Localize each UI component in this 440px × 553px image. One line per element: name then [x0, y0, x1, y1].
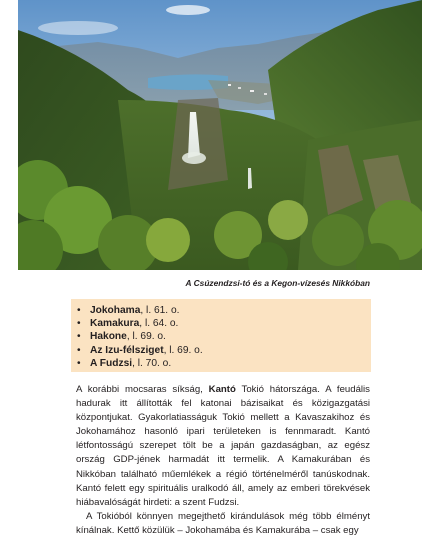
place-name: Az Izu-félsziget [90, 344, 164, 356]
bullet: • [77, 305, 81, 316]
paragraph-2: A Tokióból könnyen megejthető kirándulások még több élményt kínálnak. Kettő közülük – Jokohamába és Kamakurába – csak egy [76, 510, 370, 536]
paragraph-1 [76, 383, 370, 510]
article-body [76, 383, 370, 538]
page-ref: , l. 70. o. [132, 357, 172, 369]
cross-reference-list [77, 304, 371, 370]
cross-reference-box [71, 299, 371, 372]
photo-caption: A Csúzendzsi-tó és a Kegon-vízesés Nikkóban [185, 278, 370, 288]
list-item [77, 317, 371, 330]
p1-start: A korábbi mocsaras síkság, [76, 384, 209, 395]
list-item [77, 344, 371, 357]
page-ref: , l. 69. o. [126, 331, 166, 343]
page-ref: , l. 69. o. [163, 344, 203, 356]
place-name: Kamakura [90, 318, 140, 330]
bullet: • [77, 331, 81, 343]
list-item [77, 357, 371, 370]
place-name: Jokohama [90, 305, 141, 316]
region-name: Kantó [208, 384, 236, 395]
list-item [77, 304, 371, 317]
landscape-illustration [18, 0, 422, 270]
list-item [77, 330, 371, 343]
bullet: • [77, 318, 81, 330]
bullet: • [77, 344, 81, 356]
landscape-photo [18, 0, 422, 270]
place-name: Hakone [90, 331, 127, 343]
p1-rest: Tokió hátországa. A feudális hadurak itt állították fel katonai bázisaikat és közigazgatási központjukat. Gyakorlatiasságuk Tokió mellett a Kavaszakihoz és Jokohamához hasonló ipari területeken is fennmaradt. Kantó létfontosságú szerepet tölt be a japán gazdaságban, az egész ország GDP-jének harmadát itt termelik. A Kamakurában és Nikkóban található műemlékek a régió történelméről tanúskodnak. Kantó felett egy spirituális uralkodó áll, amely az emberi törekvések hiábavalóságát hirdeti: a szent Fudzsi. [76, 384, 370, 508]
page-ref: , l. 61. o. [140, 305, 180, 316]
place-name: A Fudzsi [90, 357, 133, 369]
bullet: • [77, 357, 81, 369]
page-ref: , l. 64. o. [139, 318, 179, 330]
